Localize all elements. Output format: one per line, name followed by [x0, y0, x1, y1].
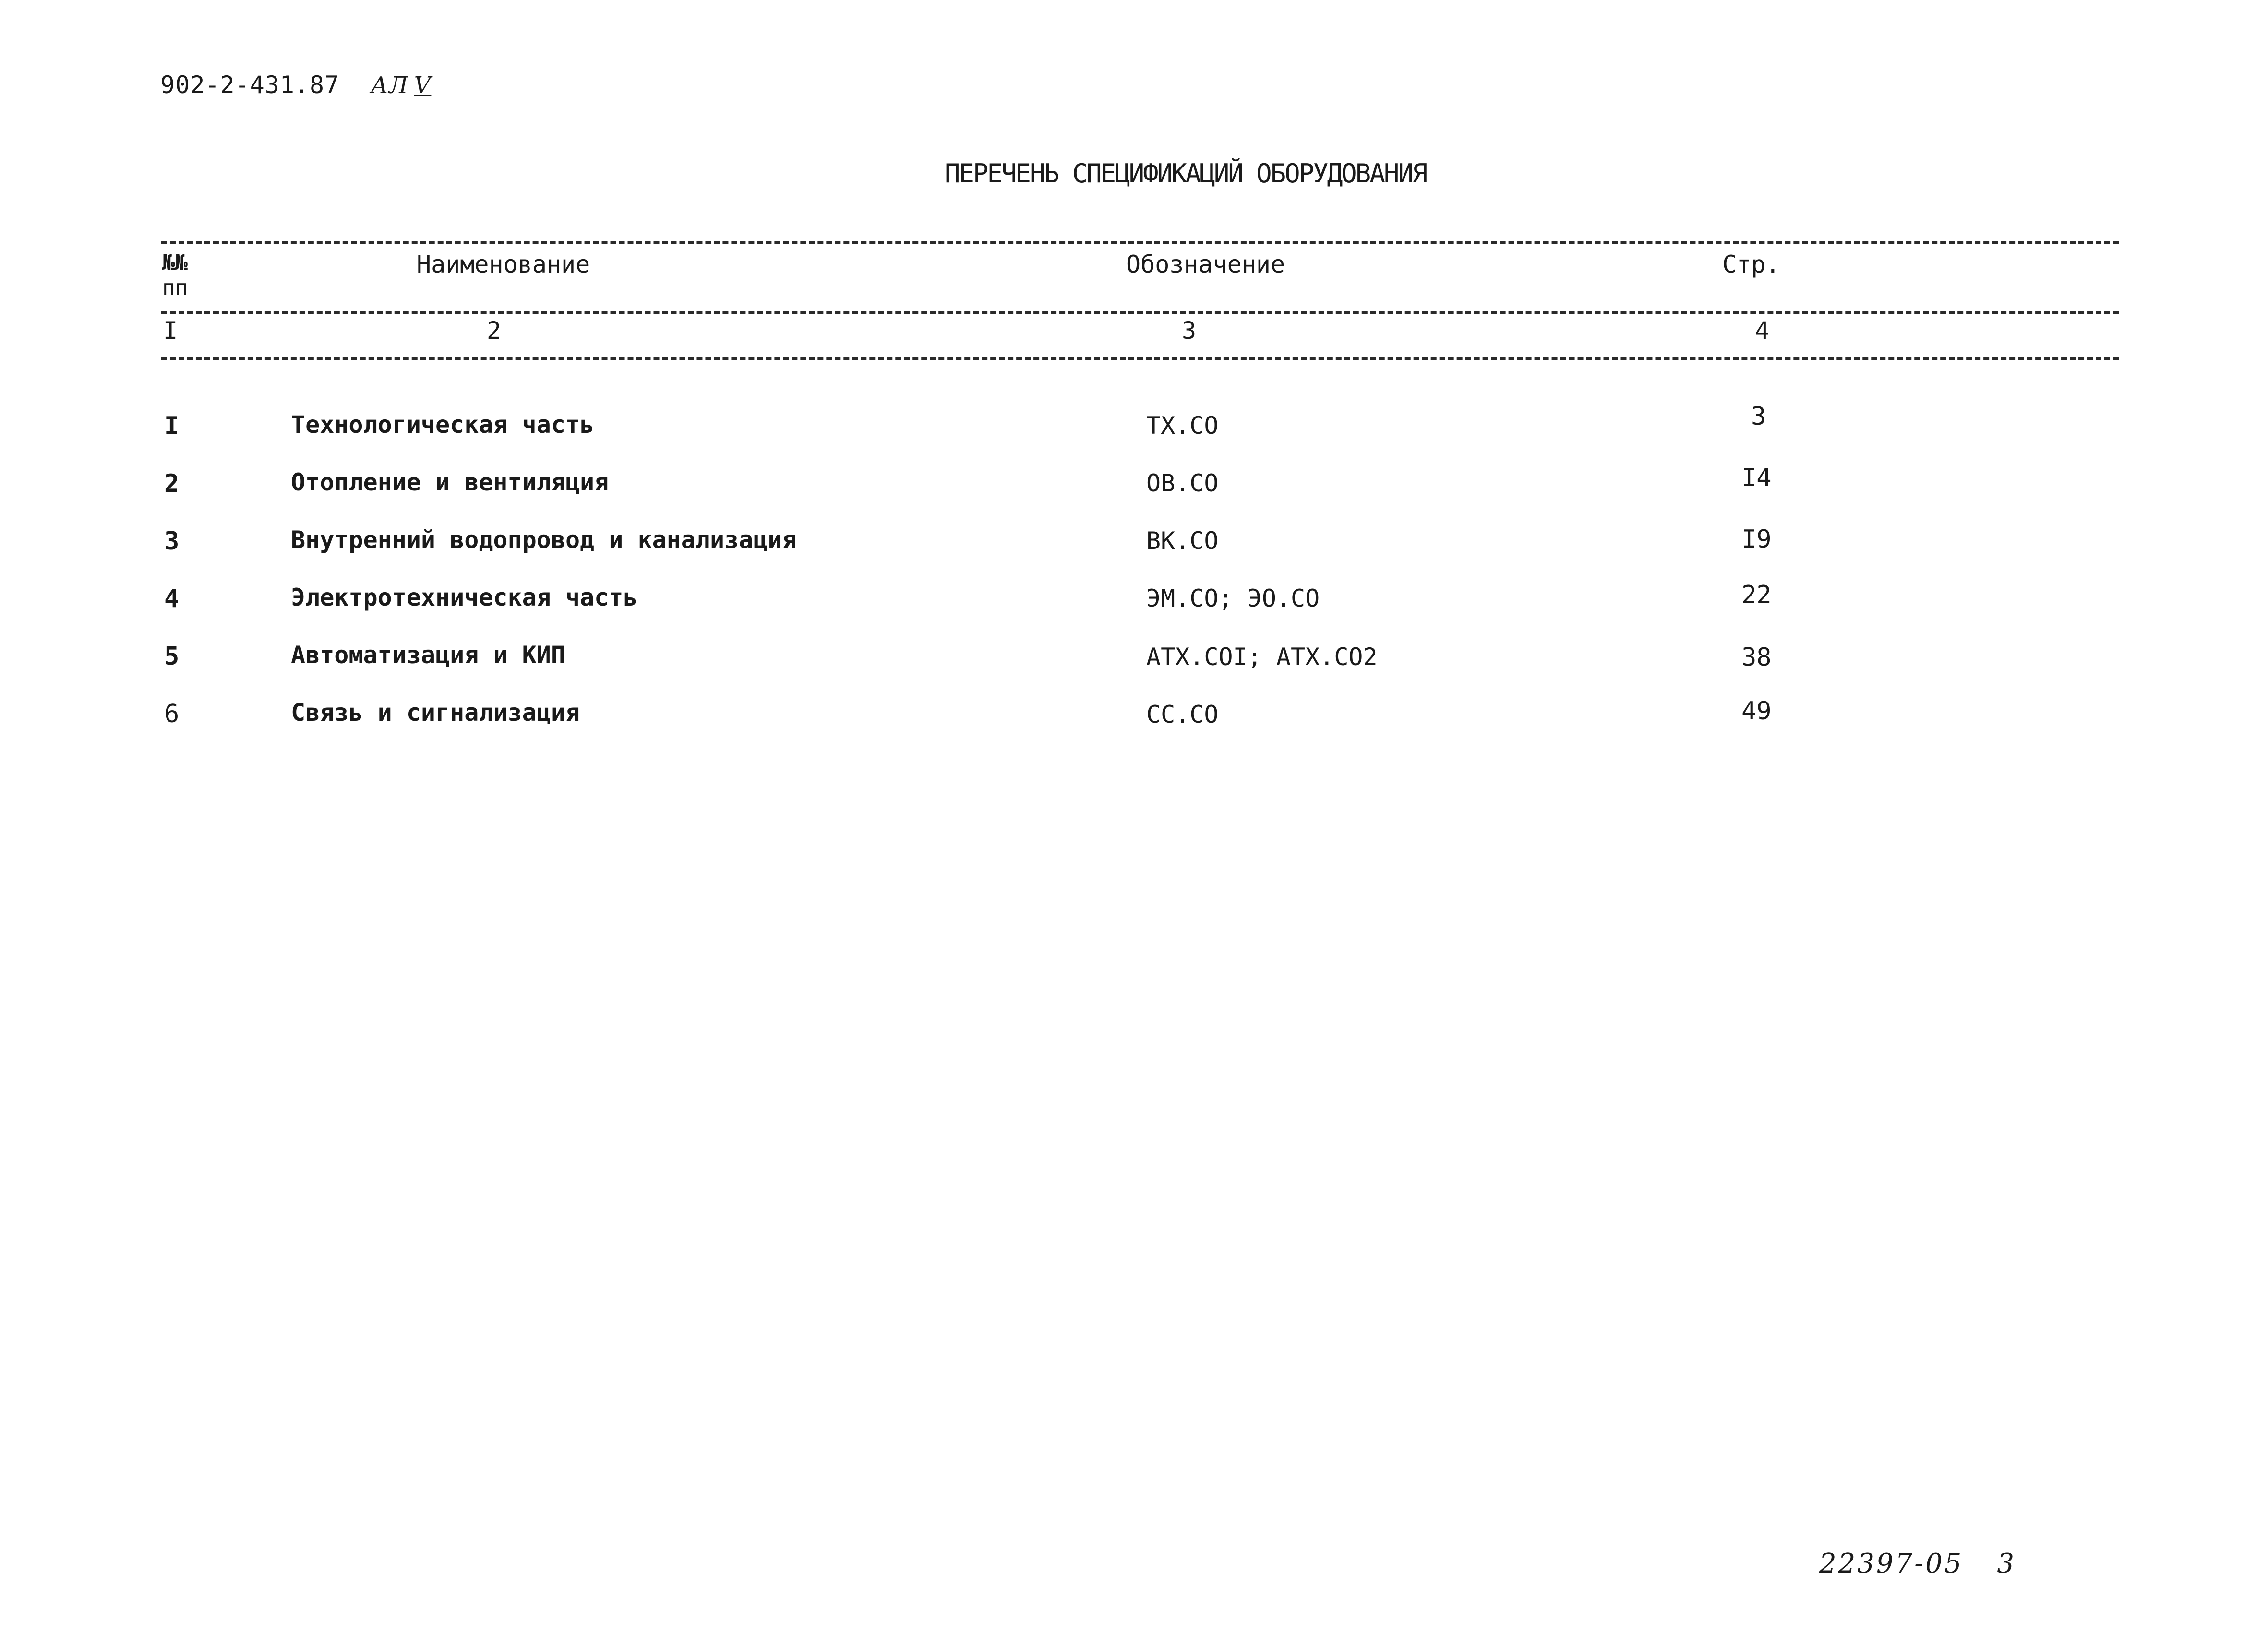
column-header-number-label: №№ [162, 250, 188, 275]
table-row-name: Технологическая часть [291, 411, 595, 439]
table-row-page: 3 [1751, 402, 1766, 431]
column-header-number [162, 250, 188, 300]
table-row-number: 2 [164, 469, 180, 498]
inventory-number-value: 22397-05 [1819, 1548, 1964, 1579]
column-number-3: 3 [1182, 317, 1197, 345]
table-row-name: Электротехническая часть [291, 584, 638, 611]
table-column-numbers-rule [161, 357, 2119, 360]
column-number-1: I [163, 317, 178, 345]
column-header-page: Стр. [1722, 250, 1780, 278]
sheet-number: 3 [1997, 1548, 2016, 1579]
column-number-2: 2 [487, 317, 502, 345]
table-row-code: ВК.СО [1146, 527, 1219, 555]
table-row-page: 38 [1741, 643, 1772, 672]
table-row-name: Отопление и вентиляция [291, 468, 609, 496]
table-row-number: 4 [164, 584, 180, 613]
table-top-rule [161, 241, 2119, 244]
table-row-number: 6 [164, 700, 180, 728]
table-row-number: 3 [164, 527, 180, 556]
table-row-code: АТХ.СОI; АТХ.СО2 [1146, 643, 1378, 671]
page-title: ПЕРЕЧЕНЬ СПЕЦИФИКАЦИЙ ОБОРУДОВАНИЯ [945, 158, 1427, 189]
inventory-number [1819, 1548, 2016, 1579]
table-row-number: 5 [164, 642, 180, 671]
column-header-name: Наименование [417, 250, 590, 278]
table-header-rule [161, 311, 2119, 314]
document-code [160, 71, 431, 99]
album-mark-label: АЛ [371, 72, 408, 99]
table-row-code: ЭМ.СО; ЭО.СО [1146, 584, 1320, 612]
column-number-4: 4 [1755, 317, 1770, 345]
column-header-number-sublabel: пп [162, 275, 188, 300]
document-code-number: 902-2-431.87 [160, 71, 340, 99]
album-number: V [414, 72, 432, 99]
table-row-number: I [164, 412, 180, 441]
table-row-name: Связь и сигнализация [291, 699, 580, 727]
table-row-page: 49 [1741, 697, 1772, 726]
table-row-code: ОВ.СО [1146, 469, 1219, 497]
table-row-name: Автоматизация и КИП [291, 641, 565, 669]
table-row-page: I4 [1741, 464, 1772, 492]
table-row-code: СС.СО [1146, 701, 1219, 728]
table-row-page: 22 [1741, 581, 1772, 609]
table-row-name: Внутренний водопровод и канализация [291, 526, 797, 554]
column-header-code: Обозначение [1126, 250, 1285, 278]
album-mark [371, 72, 431, 99]
table-row-page: I9 [1741, 525, 1772, 554]
table-row-code: ТХ.СО [1146, 412, 1219, 440]
